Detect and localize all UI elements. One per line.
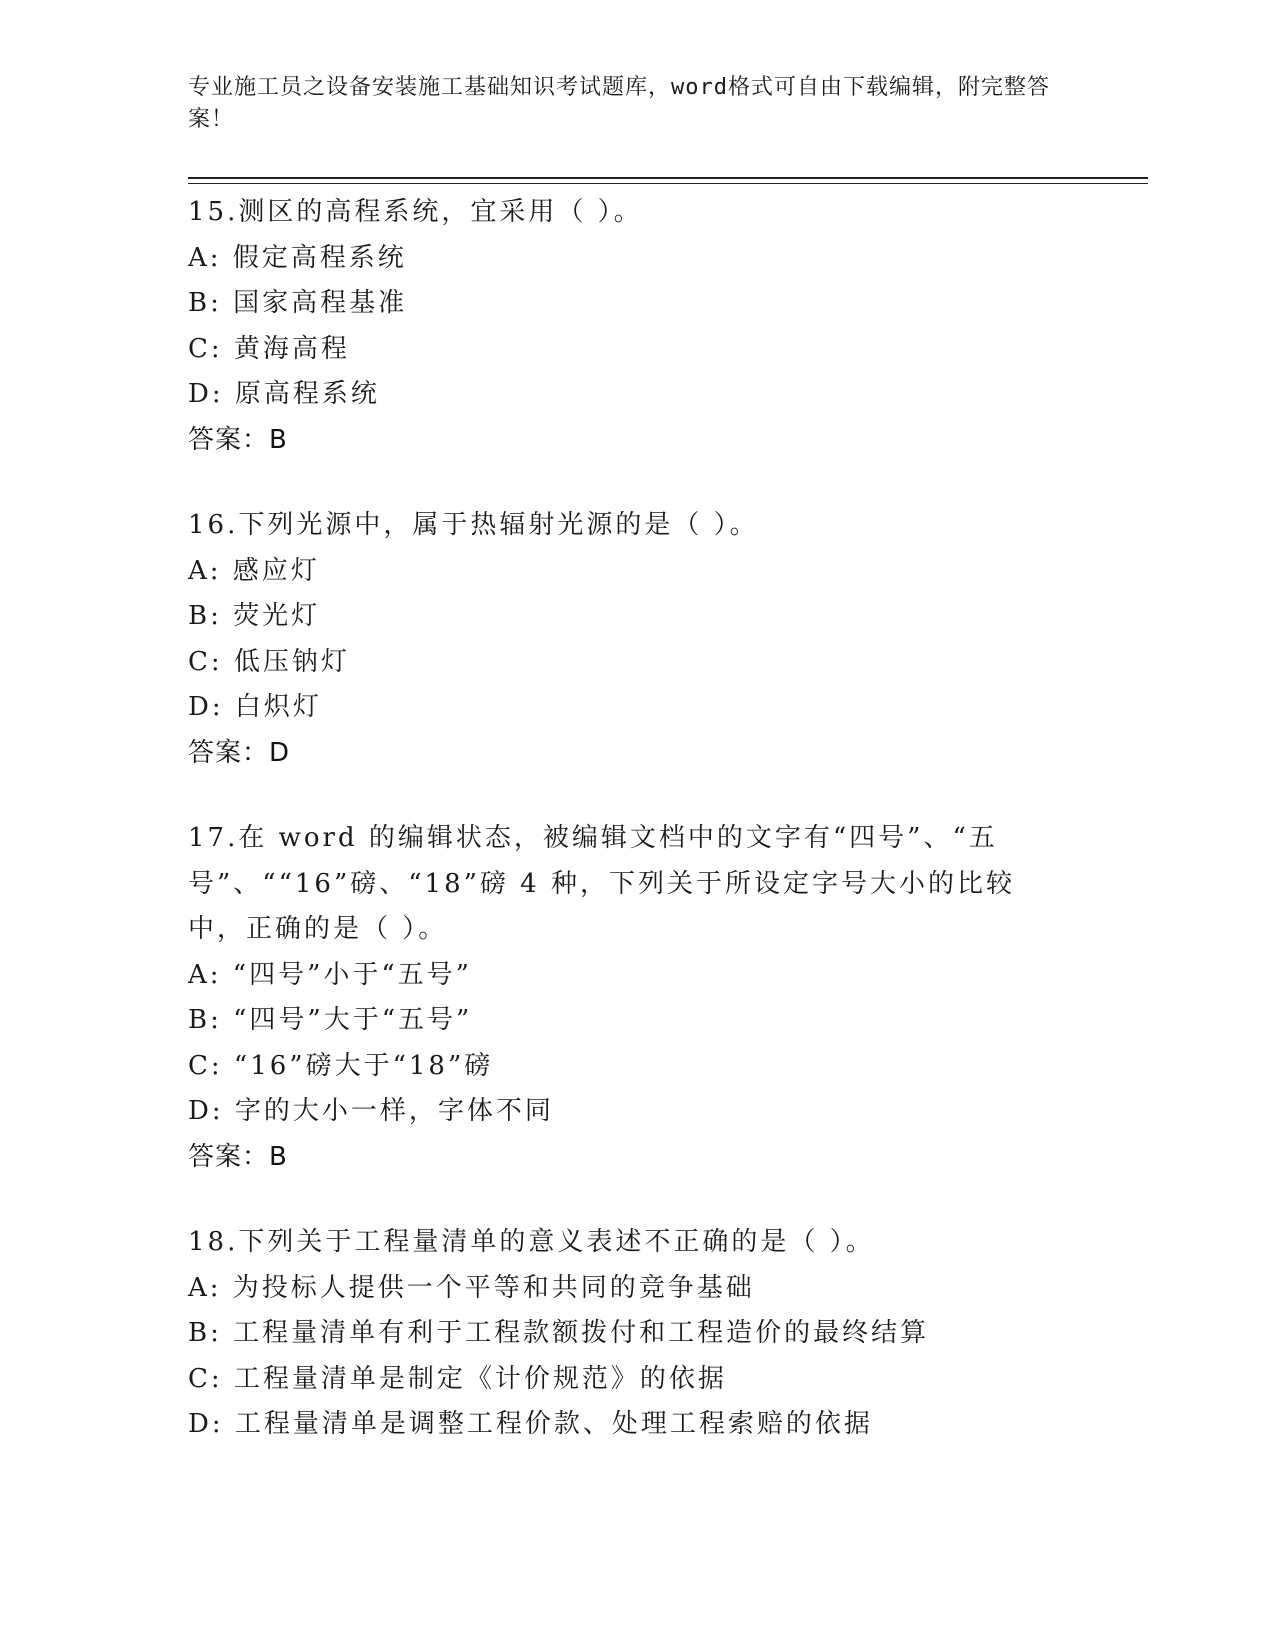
option-d: D: 工程量清单是调整工程价款、处理工程索赔的依据 <box>188 1409 873 1439</box>
question-15 <box>188 190 1068 463</box>
question-stem: 17.在 word 的编辑状态，被编辑文档中的文字有“四号”、“五号”、““16”磅、“18”磅 4 种，下列关于所设定字号大小的比较中，正确的是（ ）。 <box>188 823 1015 944</box>
option-d: D: 字的大小一样，字体不同 <box>188 1096 554 1126</box>
question-stem: 16.下列光源中，属于热辐射光源的是（ ）。 <box>188 510 759 540</box>
option-a: A: 为投标人提供一个平等和共同的竞争基础 <box>188 1272 755 1303</box>
question-stem: 15.测区的高程系统，宜采用（ ）。 <box>188 197 643 227</box>
option-c: C: 工程量清单是制定《计价规范》的依据 <box>188 1363 727 1394</box>
option-a: A: 感应灯 <box>188 555 320 586</box>
question-18 <box>188 1220 1068 1448</box>
question-list <box>188 190 1068 1488</box>
header-rule-thick <box>188 177 1148 179</box>
question-16 <box>188 503 1068 776</box>
option-b: B: 国家高程基准 <box>188 288 408 318</box>
answer-line: 答案：D <box>188 737 291 768</box>
option-a: A: “四号”小于“五号” <box>188 959 472 990</box>
option-b: B: 工程量清单有利于工程款额拨付和工程造价的最终结算 <box>188 1318 930 1348</box>
option-c: C: 低压钠灯 <box>188 646 350 677</box>
option-c: C: “16”磅大于“18”磅 <box>188 1050 494 1081</box>
option-b: B: “四号”大于“五号” <box>188 1005 473 1035</box>
header-rule-thin <box>188 183 1148 184</box>
option-d: D: 原高程系统 <box>188 379 380 409</box>
document-header: 专业施工员之设备安装施工基础知识考试题库，word格式可自由下载编辑，附完整答案！ <box>188 75 1050 132</box>
option-b: B: 荧光灯 <box>188 601 321 631</box>
answer-line: 答案：B <box>188 1141 288 1172</box>
option-c: C: 黄海高程 <box>188 333 350 364</box>
question-stem: 18.下列关于工程量清单的意义表述不正确的是（ ）。 <box>188 1227 875 1257</box>
option-a: A: 假定高程系统 <box>188 242 407 273</box>
option-d: D: 白炽灯 <box>188 692 322 722</box>
answer-line: 答案：B <box>188 424 288 455</box>
question-17 <box>188 816 1068 1180</box>
